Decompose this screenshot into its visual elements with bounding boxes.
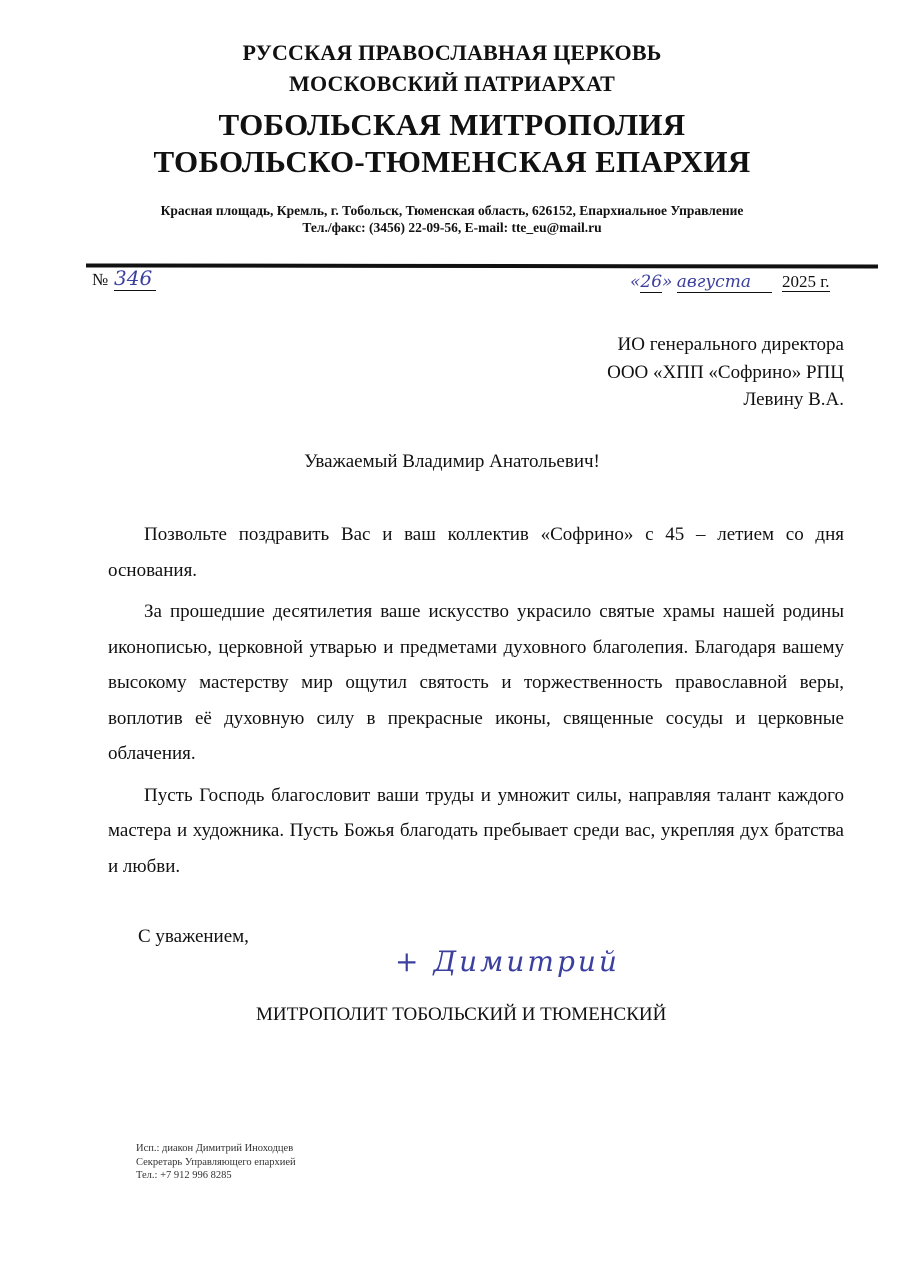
addressee-position: ИО генерального директора (617, 334, 844, 355)
addressee-name: Левину В.А. (743, 389, 844, 410)
executor-name: Исп.: диакон Димитрий Иноходцев (136, 1143, 294, 1154)
metropolis-name: ТОБОЛЬСКАЯ МИТРОПОЛИЯ (218, 107, 686, 142)
diocese-name: ТОБОЛЬСКО-ТЮМЕНСКАЯ ЕПАРХИЯ (153, 144, 751, 179)
date-close-quote: » (662, 272, 673, 292)
body-paragraph: Пусть Господь благословит ваши труды и умножит силы, направляя талант каждого мастера и художника. Пусть Божья благодать пребывает среди вас, укрепляя дух братства и любви. (108, 784, 844, 877)
date-day: 26 (640, 272, 663, 292)
document-number: 346 (114, 266, 156, 291)
executor-info (136, 1142, 296, 1183)
addressee-block (607, 331, 844, 414)
body-paragraph: Позвольте поздравить Вас и ваш коллектив «Софрино» с 45 – летием со дня основания. (108, 524, 844, 581)
address: Красная площадь, Кремль, г. Тобольск, Тюменская область, 626152, Епархиальное Управление (160, 203, 744, 218)
patriarchate-name: МОСКОВСКИЙ ПАТРИАРХАТ (289, 71, 615, 96)
body-paragraph: За прошедшие десятилетия ваше искусство украсило святые храмы нашей родины иконописью, церковной утварью и предметами духовного благолепия. Благодаря вашему высокому мастерству мир ощутил святость и торжественность православной веры, воплотив её духовную силу в прекрасные иконы, священные сосуды и церковные облачения. (108, 601, 844, 764)
header-divider (86, 263, 878, 268)
date-year: 2025 г. (781, 272, 830, 291)
letter-body (108, 517, 844, 890)
executor-phone: Тел.: +7 912 996 8285 (136, 1170, 232, 1181)
executor-position: Секретарь Управляющего епархией (136, 1156, 296, 1168)
greeting: Уважаемый Владимир Анатольевич! (304, 451, 600, 472)
closing: С уважением, (138, 926, 249, 947)
document-date (630, 272, 830, 293)
number-label: № (92, 270, 109, 289)
addressee-organization: ООО «ХПП «Софрино» РПЦ (607, 361, 844, 383)
contacts: Тел./факс: (3456) 22-09-56, E-mail: tte_eu@mail.ru (302, 220, 602, 235)
signature: + Димитрий (395, 945, 620, 978)
signer-title: МИТРОПОЛИТ ТОБОЛЬСКИЙ И ТЮМЕНСКИЙ (256, 1004, 667, 1025)
date-open-quote: « (630, 272, 641, 292)
date-month: августа (677, 272, 772, 293)
church-name: РУССКАЯ ПРАВОСЛАВНАЯ ЦЕРКОВЬ (242, 40, 662, 65)
